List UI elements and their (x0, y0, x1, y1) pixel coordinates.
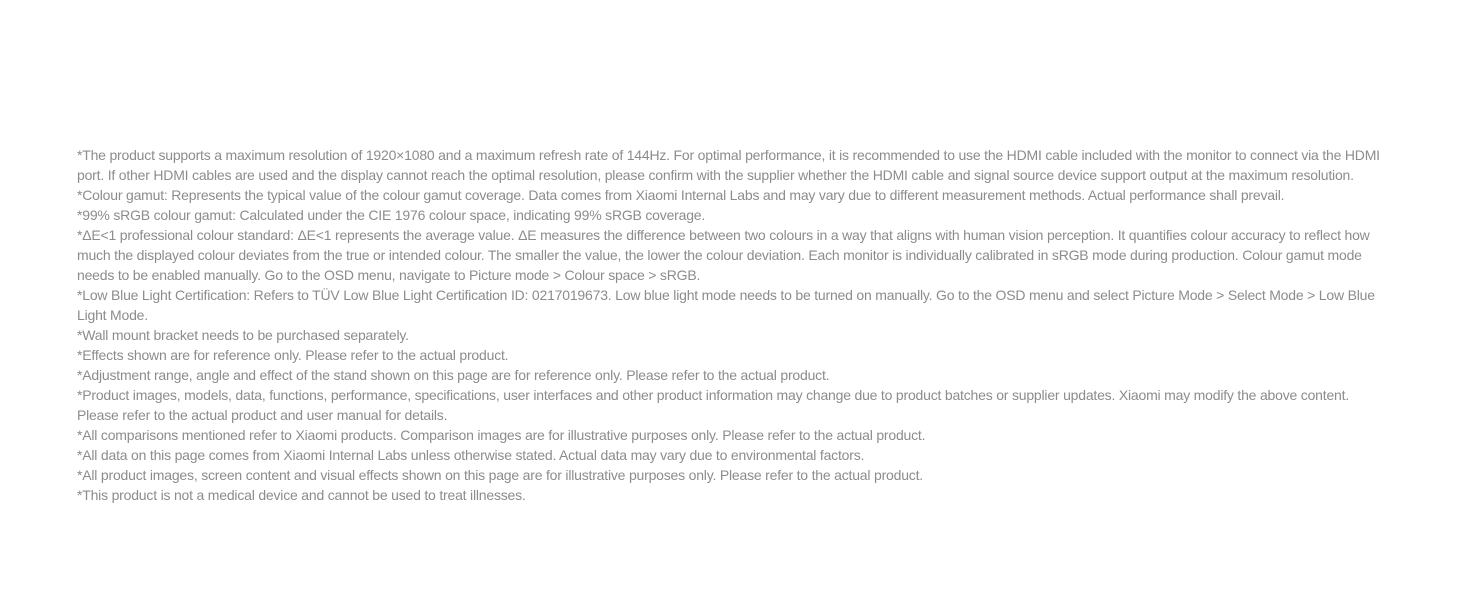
disclaimer-lab-data: *All data on this page comes from Xiaomi Internal Labs unless otherwise stated. Actual data may vary due to environmental factors. (77, 447, 865, 463)
disclaimer-srgb: *99% sRGB colour gamut: Calculated under the CIE 1976 colour space, indicating 99% sRGB coverage. (77, 207, 706, 223)
disclaimer-wall-mount: *Wall mount bracket needs to be purchased separately. (77, 327, 409, 343)
disclaimer-product-info: *Product images, models, data, functions, performance, specifications, user interfaces and other product information may change due to product batches or supplier updates. Xiaomi may modify the above content. Please refer to the actual product and user manual for details. (77, 387, 1350, 423)
disclaimer-comparisons: *All comparisons mentioned refer to Xiaomi products. Comparison images are for illustrative purposes only. Please refer to the actual product. (77, 427, 926, 443)
disclaimer-medical: *This product is not a medical device and cannot be used to treat illnesses. (77, 487, 526, 503)
disclaimer-resolution: *The product supports a maximum resolution of 1920×1080 and a maximum refresh rate of 144Hz. For optimal performance, it is recommended to use the HDMI cable included with the monitor to connect via the HDMI port. If other HDMI cables are used and the display cannot reach the optimal resolution, please confirm with the supplier whether the HDMI cable and signal source device support output at the maximum resolution. (77, 147, 1380, 183)
disclaimer-images: *All product images, screen content and visual effects shown on this page are for illustrative purposes only. Please refer to the actual product. (77, 467, 923, 483)
disclaimer-low-blue-light: *Low Blue Light Certification: Refers to TÜV Low Blue Light Certification ID: 0217019673. Low blue light mode needs to be turned on manually. Go to the OSD menu and select Picture Mode > Select Mode > Low Blue Light Mode. (77, 287, 1375, 323)
disclaimer-delta-e: *ΔE<1 professional colour standard: ΔE<1 represents the average value. ΔE measures the difference between two colours in a way that aligns with human vision perception. It quantifies colour accuracy to reflect how much the displayed colour deviates from the true or intended colour. The smaller the value, the lower the colour deviation. Each monitor is individually calibrated in sRGB mode during production. Colour gamut mode needs to be enabled manually. Go to the OSD menu, navigate to Picture mode > Colour space > sRGB. (77, 227, 1370, 283)
disclaimer-stand-adjustment: *Adjustment range, angle and effect of the stand shown on this page are for reference only. Please refer to the actual product. (77, 367, 830, 383)
disclaimer-list (77, 145, 1387, 505)
disclaimer-colour-gamut: *Colour gamut: Represents the typical value of the colour gamut coverage. Data comes from Xiaomi Internal Labs and may vary due to different measurement methods. Actual performance shall prevail. (77, 187, 1285, 203)
disclaimer-effects: *Effects shown are for reference only. Please refer to the actual product. (77, 347, 509, 363)
